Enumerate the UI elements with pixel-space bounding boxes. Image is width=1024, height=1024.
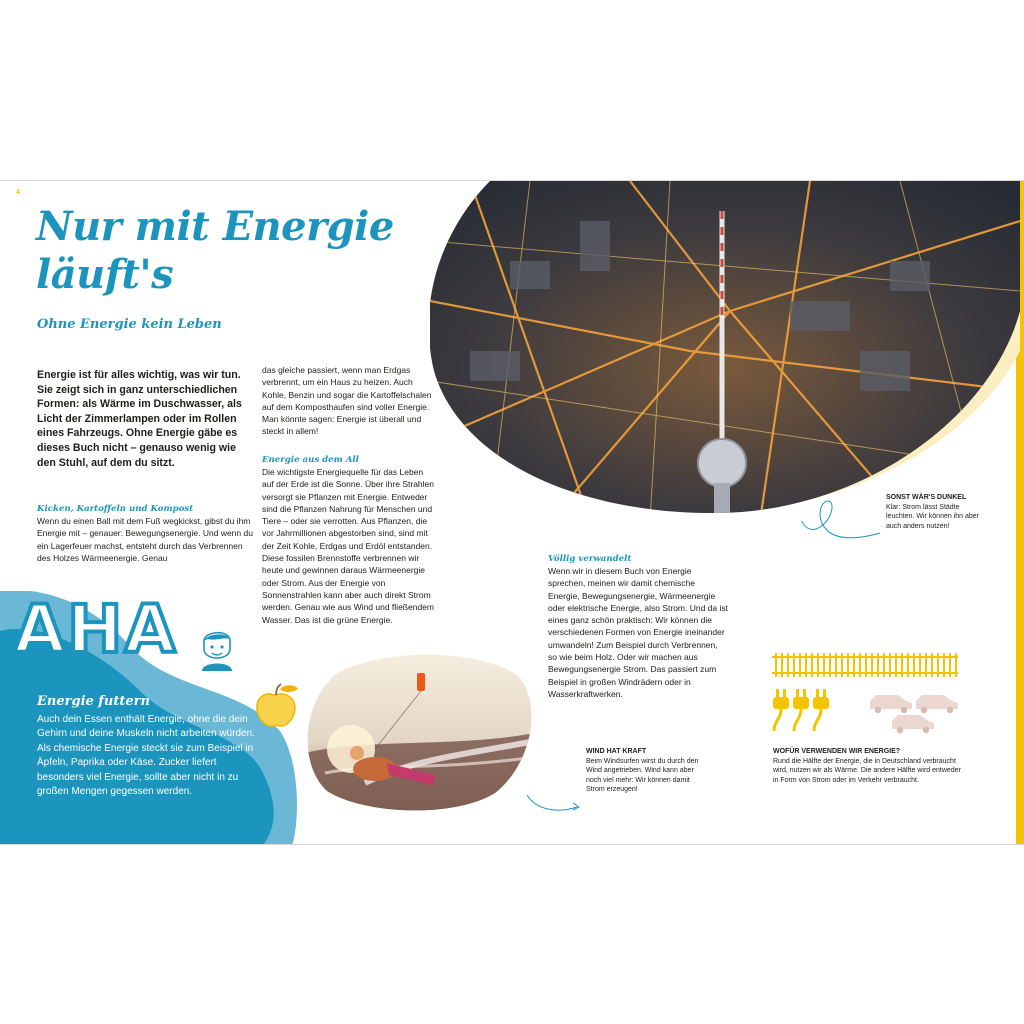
section-kicken	[37, 504, 257, 564]
caption-wofuer	[773, 747, 963, 785]
section-heading: Völlig verwandelt	[548, 554, 632, 564]
section-verwandelt	[548, 554, 728, 700]
apple-icon	[254, 683, 302, 729]
windsurfing-photo	[305, 653, 535, 813]
caption-title: SONST WÄR'S DUNKEL	[886, 494, 967, 501]
page-number-left: 4	[16, 189, 20, 196]
caption-text: Klar: Strom lässt Städte leuchten. Wir können ihn aber auch anders nutzen!	[886, 503, 979, 530]
caption-dunkel	[886, 493, 981, 531]
section-text: Wenn wir in diesem Buch von Energie sprechen, meinen wir damit chemische Energie, Bewegungsenergie, Wärmeenergie oder elektrische Energie, also Strom. Und da ist eines ganz schön praktisch: Wir können die verschiedenen Formen von Energie ineinander umwandeln! Zum Beispiel durch Verbrennen, so wie beim Holz. Oder wir machen aus Bewegungsenergie Strom. Das passiert zum Beispiel in großen Windrädern oder in Wasserkraftwerken.	[548, 566, 729, 699]
intro-paragraph: Energie ist für alles wichtig, was wir tun. Sie zeigt sich in ganz unterschiedlichen Formen: als Wärme im Duschwasser, als Licht der Zimmerlampen oder im Rollen eines Fahrzeugs. Ohne Energie gäbe es dieses Buch nicht – genauso wenig wie den Stuhl, auf dem du sitzt.	[37, 369, 242, 469]
page-title: Nur mit Energie läuft's	[36, 203, 394, 298]
caption-title: WIND HAT KRAFT	[586, 748, 647, 755]
boy-face-icon	[198, 627, 236, 671]
aha-word: AHA	[14, 591, 178, 668]
caption-text: Rund die Hälfte der Energie, die in Deutschland verbraucht wird, nutzen wir als Wärme. Die andere Hälfte wird entweder in Form von Strom oder im Verkehr verbraucht.	[773, 757, 961, 784]
section-text: Die wichtigste Energiequelle für das Leben auf der Erde ist die Sonne. Über ihre Strahlen versorgt sie Pflanzen mit Energie. Entweder sind die Pflanzen Nahrung für Menschen und Tiere – oder sie verrotten. Aus Pflanzen, die vor Jahrmillionen abgestorben sind, sind mit der Zeit Kohle, Erdgas und Erdöl entstanden. Diese fossilen Brennstoffe verbrennen wir heute und gewinnen daraus Wärmeenergie oder Strom. Aus der Energie von Sonnenstrahlen kann aber auch direkt Strom werden. Genau wie aus Wind und fließendem Wasser. Das ist die grüne Energie.	[262, 467, 434, 625]
section-text: Wenn du einen Ball mit dem Fuß wegkickst, gibst du ihm Energie mit – genauer: Bewegungsenergie. Und wenn du ein Lagerfeuer machst, entsteht durch das Verbrennen des Holzes Wärmeenergie. Genau	[37, 516, 253, 563]
section-text: das gleiche passiert, wenn man Erdgas verbrennt, um ein Haus zu heizen. Auch Kohle, Benzin und sogar die Kartoffelschalen auf dem Komposthaufen sind voller Energie. Man könnte sagen: Energie ist überall und steckt in allem!	[262, 365, 432, 437]
section-continued	[262, 364, 434, 438]
aha-title: Energie futtern	[37, 694, 150, 709]
book-spread	[0, 180, 1024, 845]
car-icon	[870, 695, 958, 733]
caption-title: WOFÜR VERWENDEN WIR ENERGIE?	[773, 748, 901, 755]
radiator-icon	[772, 653, 958, 677]
energy-use-icons	[770, 649, 970, 743]
caption-text: Beim Windsurfen wirst du durch den Wind angetrieben. Wind kann aber noch viel mehr: Wir können damit Strom erzeugen!	[586, 757, 699, 793]
section-heading: Kicken, Kartoffeln und Kompost	[37, 504, 194, 514]
page-subtitle: Ohne Energie kein Leben	[37, 317, 222, 332]
section-heading: Energie aus dem All	[262, 455, 359, 465]
plug-icon	[773, 689, 829, 731]
city-night-photo	[430, 181, 1020, 521]
aha-text: Auch dein Essen enthält Energie, ohne die dein Gehirn und deine Muskeln nicht arbeiten würden. Als chemische Energie steckt sie zum Beispiel in Äpfeln, Paprika oder Käse. Zucker liefert besonders viel Energie, sollte aber nicht in zu großen Mengen gegessen werden.	[37, 714, 255, 798]
caption-wind	[586, 747, 706, 795]
wind-caption-arrow	[525, 781, 585, 817]
dunkel-caption-arrow	[800, 493, 884, 543]
